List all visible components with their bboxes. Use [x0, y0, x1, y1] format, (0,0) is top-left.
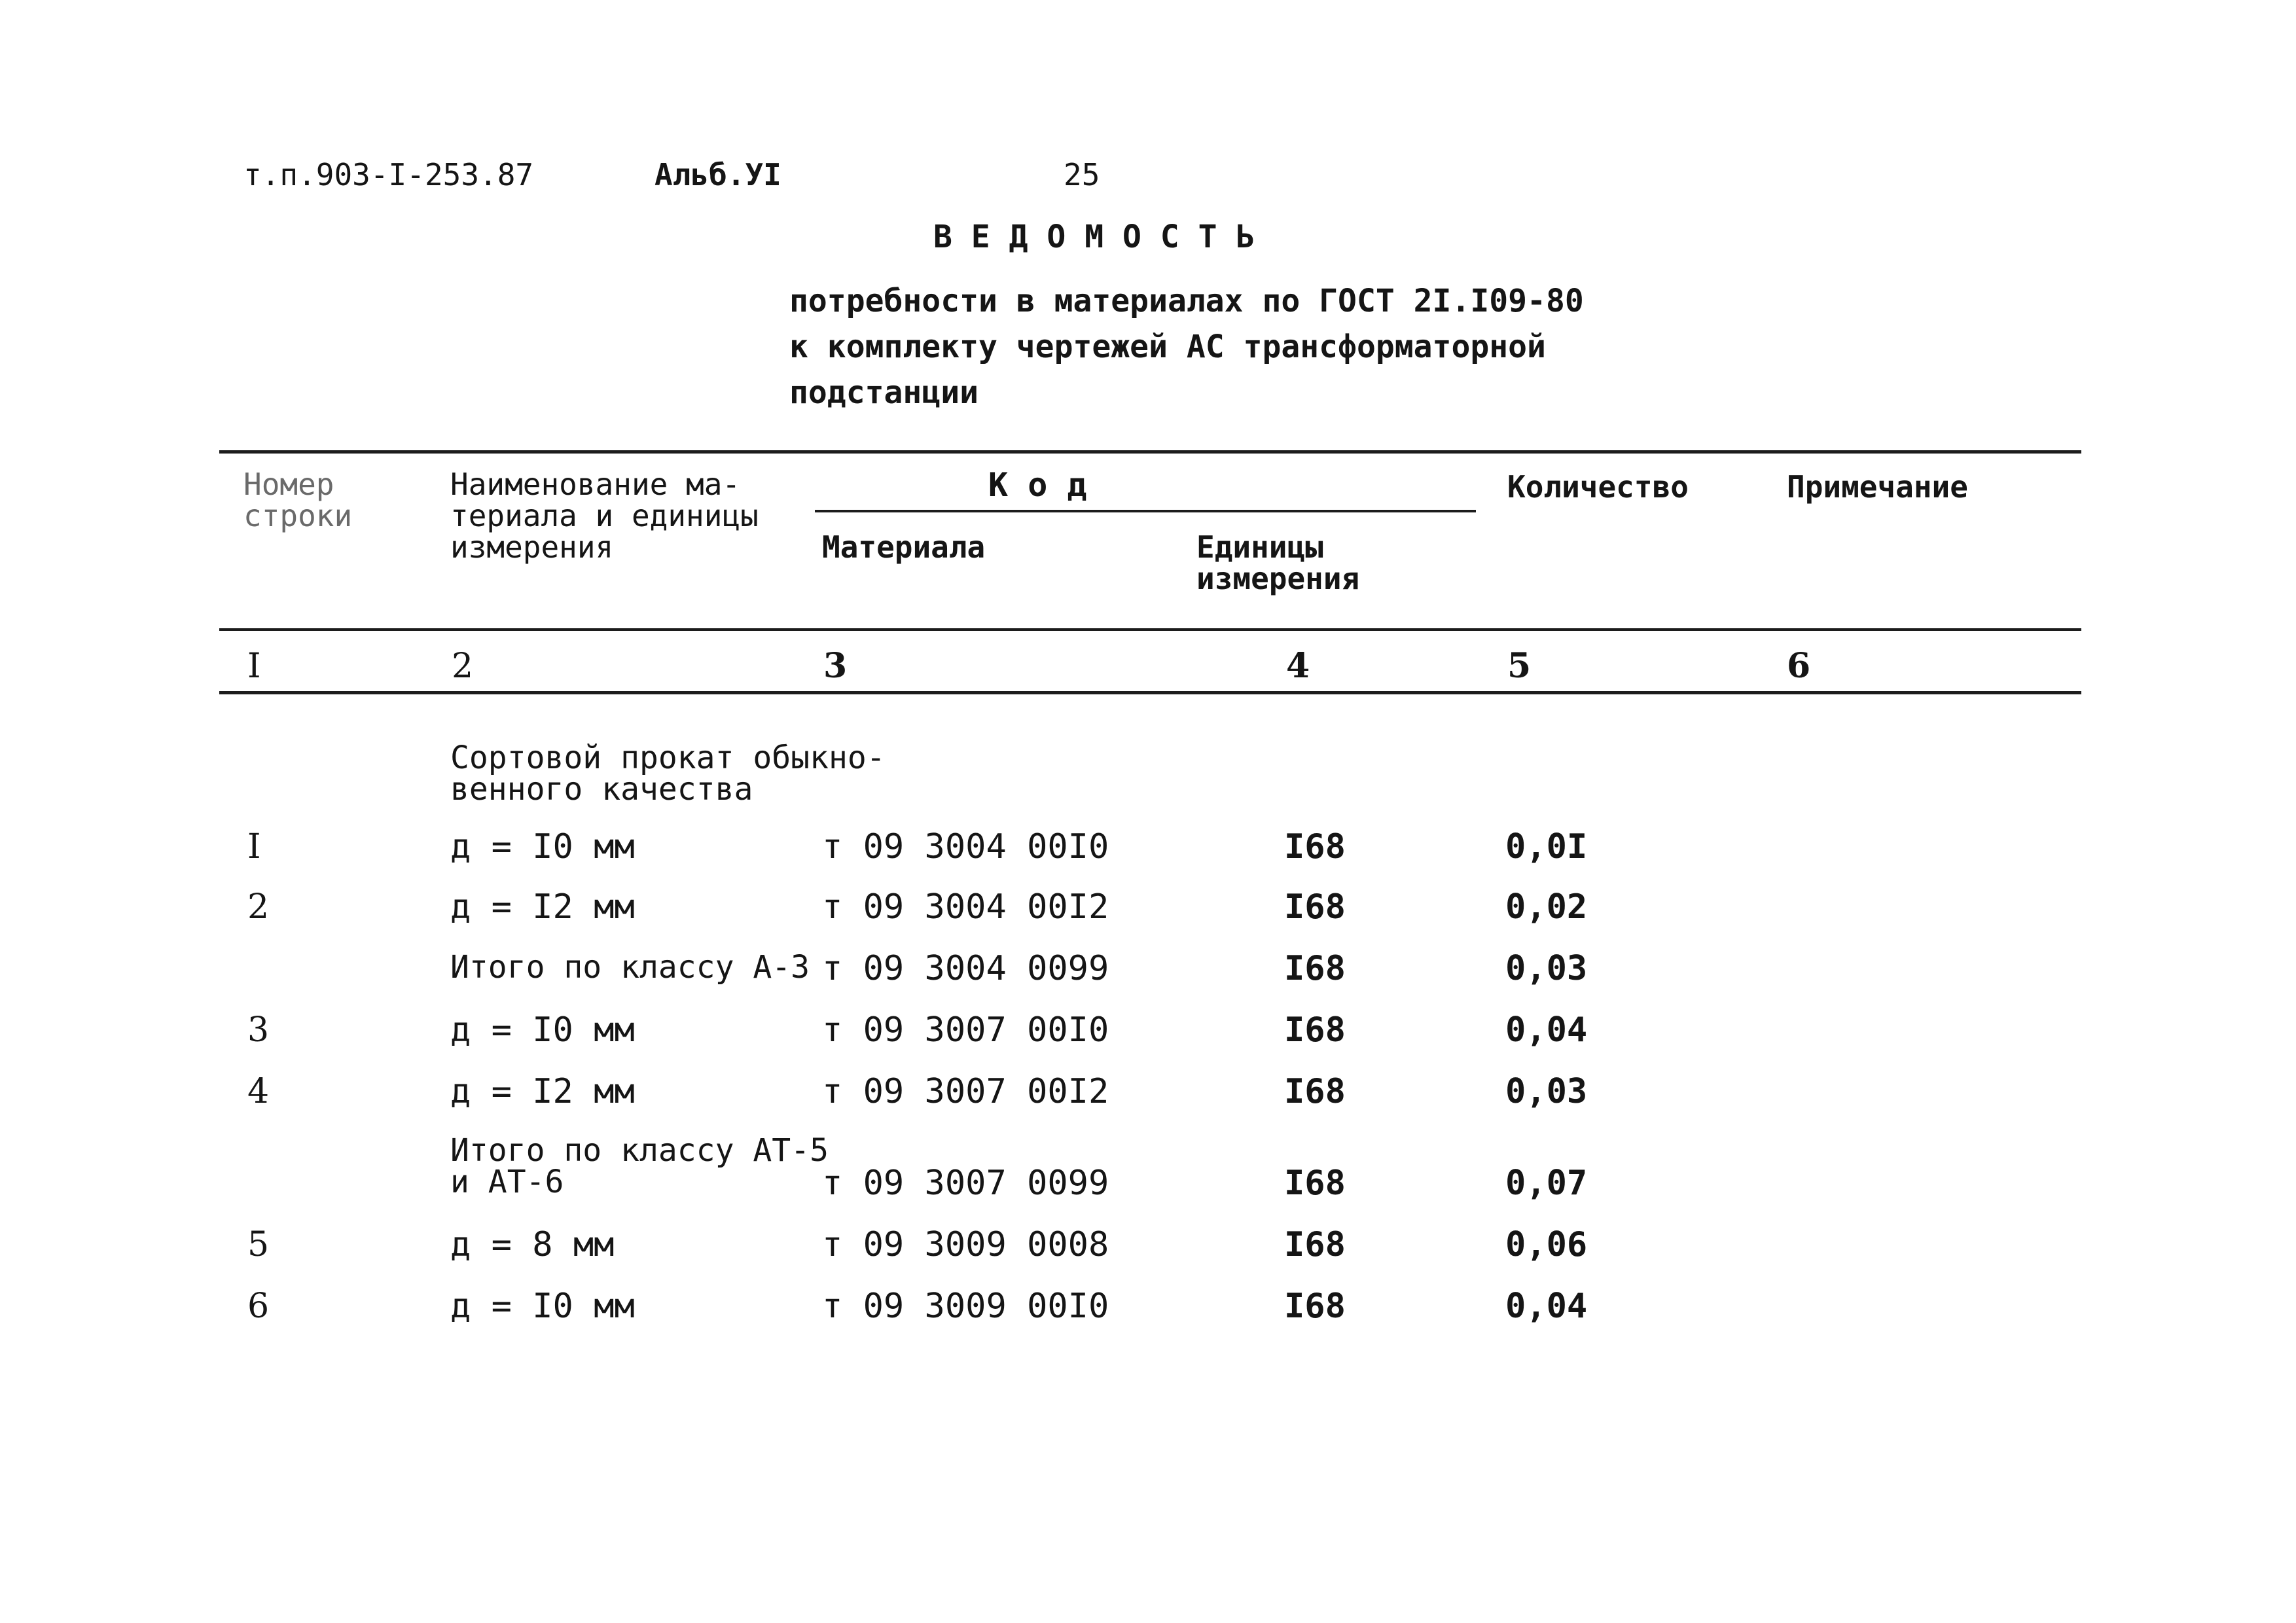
- row-quantity: 0,06: [1505, 1225, 1588, 1264]
- page-number: 25: [1064, 157, 1100, 192]
- row-quantity: 0,02: [1505, 887, 1588, 927]
- row-quantity: 0,03: [1505, 949, 1588, 988]
- row-number: 3: [247, 1010, 270, 1050]
- code-group-rule: [815, 510, 1476, 512]
- row-quantity: 0,04: [1505, 1287, 1588, 1326]
- column-header-code: К о д: [988, 466, 1087, 504]
- row-name: Итого по классу АТ-5 и АТ-6: [450, 1132, 829, 1200]
- column-number-6: 6: [1787, 646, 1811, 686]
- row-material-code: т 09 3007 0099: [822, 1164, 1109, 1203]
- document-code: т.п.903-I-253.87: [243, 157, 534, 192]
- title-line-1: потребности в материалах по ГОСТ 2I.I09-80: [789, 283, 1584, 319]
- row-quantity: 0,03: [1505, 1072, 1588, 1111]
- column-header-note: Примечание: [1787, 469, 1968, 505]
- row-unit-code: I68: [1284, 1287, 1346, 1326]
- row-name: д = I0 мм: [450, 1287, 635, 1326]
- row-quantity: 0,04: [1505, 1010, 1588, 1050]
- title-line-2: к комплекту чертежей АС трансформаторной: [789, 329, 1546, 365]
- row-number: 5: [247, 1225, 270, 1264]
- album-number: Альб.УI: [655, 157, 781, 192]
- row-material-code: т 09 3007 00I2: [822, 1072, 1109, 1111]
- column-number-3: 3: [823, 646, 848, 686]
- row-number: 4: [247, 1072, 270, 1111]
- column-header-name: Наименование ма- териала и единицы измерения: [450, 467, 759, 565]
- column-header-row-number: Номер строки: [243, 467, 353, 533]
- row-name: д = I0 мм: [450, 827, 635, 866]
- column-numbers-rule: [219, 691, 2081, 694]
- row-material-code: т 09 3009 00I0: [822, 1287, 1109, 1326]
- row-name: д = I0 мм: [450, 1010, 635, 1050]
- row-quantity: 0,07: [1505, 1164, 1588, 1203]
- table-top-rule: [219, 450, 2081, 454]
- row-material-code: т 09 3007 00I0: [822, 1010, 1109, 1050]
- row-number: I: [247, 827, 261, 866]
- row-name: д = I2 мм: [450, 887, 635, 927]
- column-header-material: Материала: [822, 529, 986, 565]
- row-unit-code: I68: [1284, 827, 1346, 866]
- row-name: д = 8 мм: [450, 1225, 615, 1264]
- column-number-1: I: [247, 647, 261, 686]
- row-quantity: 0,0I: [1505, 827, 1588, 866]
- document-title: В Е Д О М О С Т Ь: [933, 219, 1255, 255]
- column-number-2: 2: [452, 647, 474, 686]
- column-number-4: 4: [1286, 646, 1310, 686]
- header-bottom-rule: [219, 628, 2081, 631]
- column-header-quantity: Количество: [1507, 469, 1689, 505]
- row-name: д = I2 мм: [450, 1072, 635, 1111]
- row-name: Итого по классу А-3: [450, 949, 810, 986]
- row-unit-code: I68: [1284, 1164, 1346, 1203]
- row-material-code: т 09 3004 0099: [822, 949, 1109, 988]
- column-header-unit: Единицы измерения: [1196, 529, 1360, 596]
- row-unit-code: I68: [1284, 1010, 1346, 1050]
- row-unit-code: I68: [1284, 887, 1346, 927]
- row-unit-code: I68: [1284, 1072, 1346, 1111]
- row-number: 2: [247, 887, 270, 927]
- row-unit-code: I68: [1284, 1225, 1346, 1264]
- column-number-5: 5: [1507, 646, 1532, 686]
- row-material-code: т 09 3004 00I0: [822, 827, 1109, 866]
- title-line-3: подстанции: [789, 374, 978, 411]
- row-material-code: т 09 3004 00I2: [822, 887, 1109, 927]
- row-unit-code: I68: [1284, 949, 1346, 988]
- row-number: 6: [247, 1287, 270, 1326]
- row-material-code: т 09 3009 0008: [822, 1225, 1109, 1264]
- section-heading: Сортовой прокат обыкно- венного качества: [450, 740, 886, 808]
